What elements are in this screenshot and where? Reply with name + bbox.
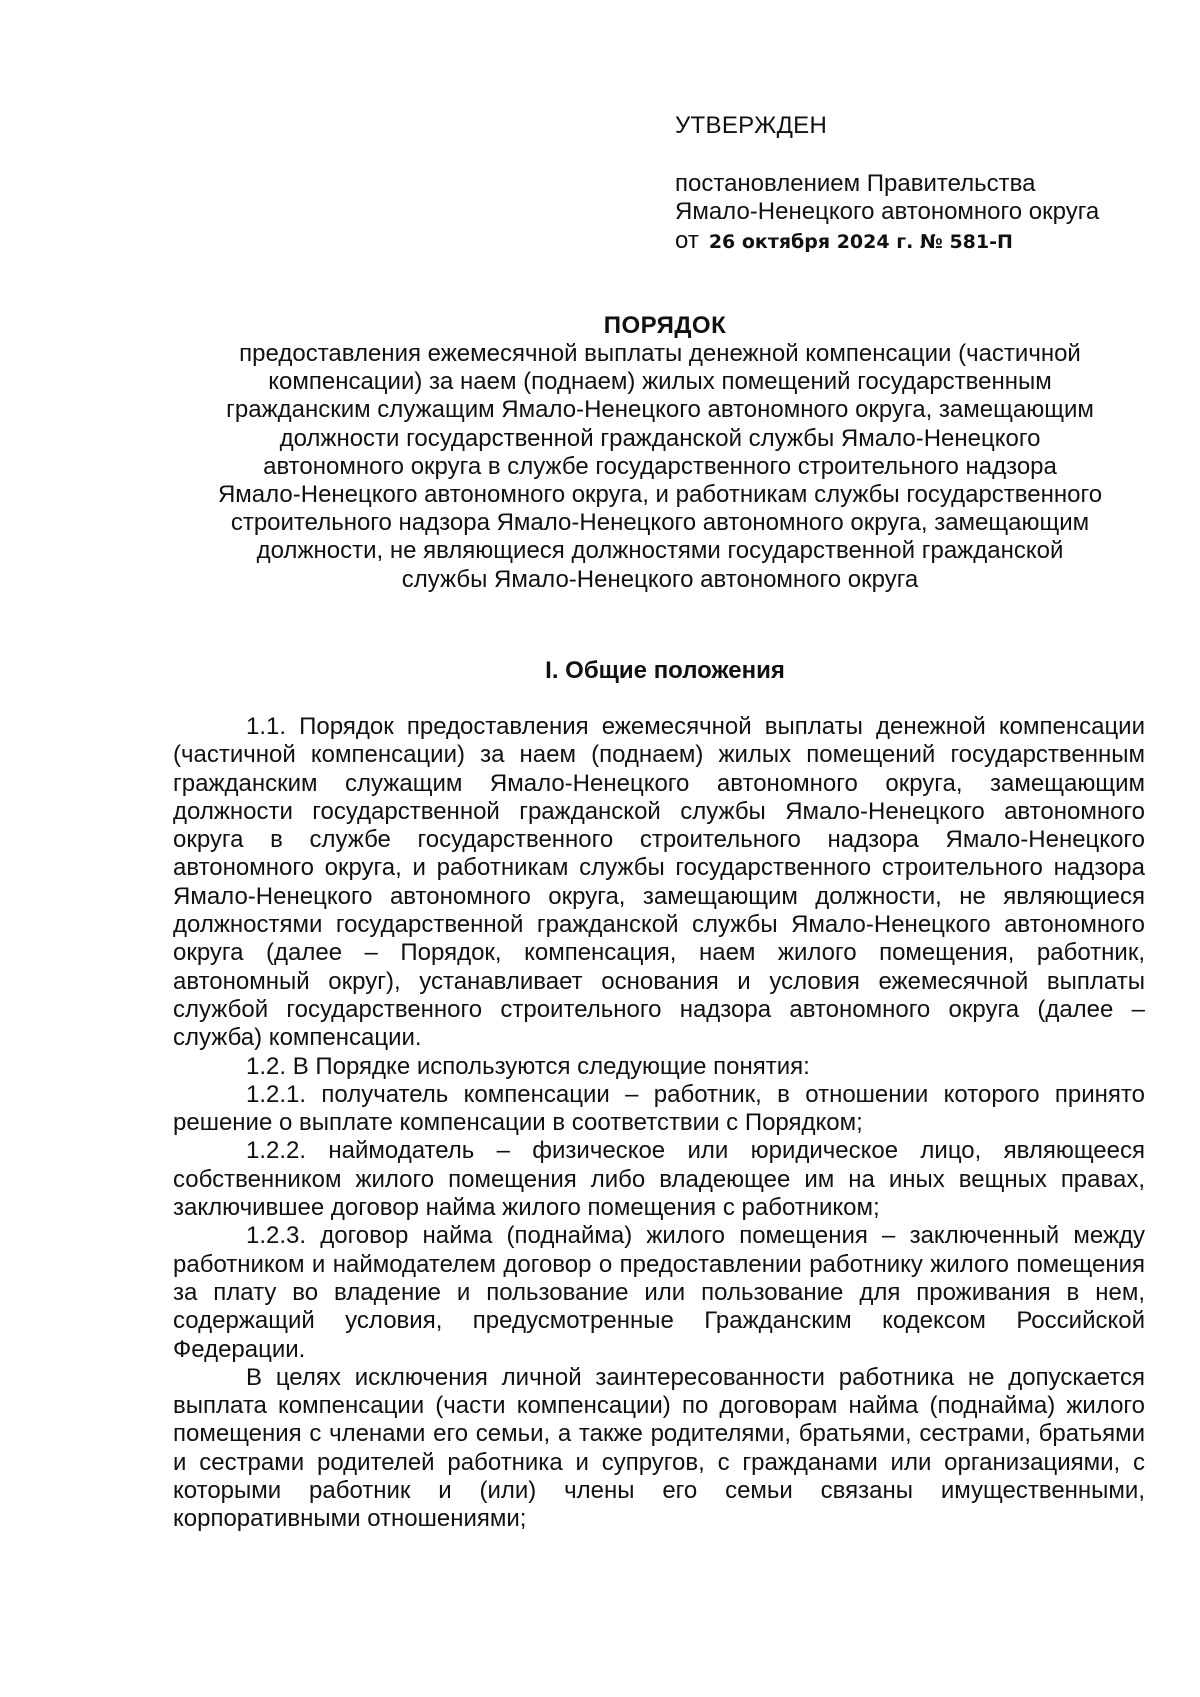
approval-block [675,112,1175,256]
subtitle-line: должности, не являющиеся должностями государственной гражданской [256,537,1064,565]
approval-stamp: УТВЕРЖДЕН [675,112,828,139]
paragraph-1-1: 1.1. Порядок предоставления ежемесячной выплаты денежной компенсации (частичной компенсации) за наем (поднаем) жилых помещений государственным гражданским служащим Ямало-Ненецкого автономного округа, замещающим должности государственной гражданской службы Ямало-Ненецкого автономного округа в службе государственного строительного надзора Ямало-Ненецкого автономного округа, и работникам службы государственного строительного надзора Ямало-Ненецкого автономного округа, замещающим должности, не являющиеся должностями государственной гражданской службы Ямало-Ненецкого автономного округа (далее – Порядок, компенсация, наем жилого помещения, работник, автономный округ), устанавливает основания и условия ежемесячной выплаты службой государственного строительного надзора автономного округа (далее – служба) компенсации. [173,713,1145,1052]
approval-date-prefix: от [675,226,699,254]
subtitle-line: предоставления ежемесячной выплаты денежной компенсации (частичной [239,340,1081,367]
paragraph-1-2-1: 1.2.1. получатель компенсации – работник, в отношении которого принято решение о выплате компенсации в соответствии с Порядком; [173,1080,1145,1137]
subtitle-line: гражданским служащим Ямало-Ненецкого автономного округа, замещающим [226,396,1094,424]
approval-date: 26 октября 2024 г. № 581-П [708,230,1013,253]
paragraph-1-2-2: 1.2.2. наймодатель – физическое или юридическое лицо, являющееся собственником жилого помещения либо владеющее им на иных вещных правах, заключившее договор найма жилого помещения с работником; [173,1137,1145,1222]
section-body [173,713,1145,1534]
subtitle-line: автономного округа в службе государственного строительного надзора [263,452,1057,480]
subtitle-line: строительного надзора Ямало-Ненецкого автономного округа, замещающим [230,509,1090,537]
subtitle-line: Ямало-Ненецкого автономного округа, и работникам службы государственного [217,481,1103,509]
title-block [160,311,1160,594]
subtitle-line: службы Ямало-Ненецкого автономного округа [401,565,919,593]
approval-date-line [675,227,1175,257]
paragraph-1-2: 1.2. В Порядке используются следующие понятия: [246,1052,810,1080]
section-heading: I. Общие положения [545,657,785,684]
document-subtitle [160,340,1160,594]
subtitle-line: должности государственной гражданской службы Ямало-Ненецкого [279,424,1041,452]
subtitle-line: компенсации) за наем (поднаем) жилых помещений государственным [268,368,1052,396]
document-title: ПОРЯДОК [603,312,727,339]
paragraph-1-2-3: 1.2.3. договор найма (поднайма) жилого помещения – заключенный между работником и наймодателем договор о предоставлении работнику жилого помещения за плату во владение и пользование или пользование для проживания в нем, содержащий условия, предусмотренные Гражданским кодексом Российской Федерации. [173,1222,1145,1363]
approval-line-2: Ямало-Ненецкого автономного округа [675,198,1100,225]
paragraph-exclusion: В целях исключения личной заинтересованности работника не допускается выплата компенсации (части компенсации) по договорам найма (поднайма) жилого помещения с членами его семьи, а также родителями, братьями, сестрами, братьями и сестрами родителей работника и супругов, с гражданами или организациями, с которыми работник и (или) члены его семьи связаны имущественными, корпоративными отношениями; [173,1363,1145,1533]
approval-line-1: постановлением Правительства [675,169,1036,197]
